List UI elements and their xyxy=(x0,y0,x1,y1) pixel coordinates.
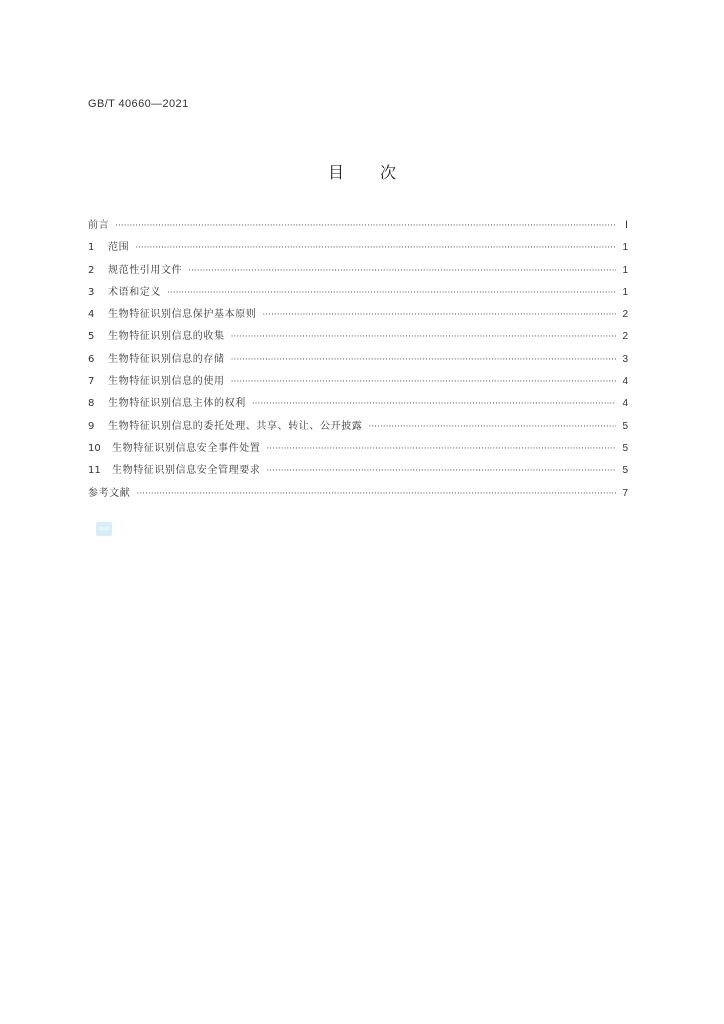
toc-entry-page: 1 xyxy=(622,286,628,298)
toc-entry-9[interactable] xyxy=(88,417,628,439)
toc-leader-dots xyxy=(266,444,616,454)
toc-leader-dots xyxy=(188,266,616,276)
toc-entry-label: 范围 xyxy=(108,242,130,254)
toc-entry-4[interactable] xyxy=(88,305,628,327)
toc-leader-dots xyxy=(266,466,616,476)
toc-leader-dots xyxy=(368,422,616,432)
toc-entry-references[interactable] xyxy=(88,484,628,506)
toc-entry-11[interactable] xyxy=(88,461,628,483)
toc-entry-number: 4 xyxy=(88,309,95,321)
toc-entry-number: 5 xyxy=(88,331,95,343)
toc-entry-page: 7 xyxy=(622,487,628,499)
toc-entry-page: 4 xyxy=(622,376,628,388)
standard-code: GB/T 40660—2021 xyxy=(88,98,189,110)
toc-entry-number: 1 xyxy=(88,242,95,254)
toc-leader-dots xyxy=(252,399,616,409)
toc-leader-dots xyxy=(231,377,616,387)
toc-entry-page: 1 xyxy=(622,264,628,276)
toc-entry-label: 生物特征识别信息安全管理要求 xyxy=(112,465,261,477)
toc-title-char-1: 目 xyxy=(327,163,344,182)
toc-entry-2[interactable] xyxy=(88,261,628,283)
toc-entry-number: 9 xyxy=(88,420,95,432)
toc-entry-number: 8 xyxy=(88,398,95,410)
toc-entry-label: 规范性引用文件 xyxy=(108,264,183,276)
toc-entry-label: 前言 xyxy=(88,220,110,231)
toc-entry-page: 2 xyxy=(622,309,628,321)
toc-entry-label: 生物特征识别信息的收集 xyxy=(108,331,225,343)
table-of-contents xyxy=(88,216,628,506)
toc-entry-3[interactable] xyxy=(88,283,628,305)
toc-entry-label: 术语和定义 xyxy=(108,286,161,298)
toc-leader-dots xyxy=(136,489,616,499)
toc-entry-label: 生物特征识别信息保护基本原则 xyxy=(108,309,257,321)
toc-entry-number: 3 xyxy=(88,286,95,298)
toc-entry-label: 生物特征识别信息的使用 xyxy=(108,376,225,388)
toc-entry-number: 10 xyxy=(88,442,101,454)
toc-entry-10[interactable] xyxy=(88,439,628,461)
toc-entry-page: 2 xyxy=(622,331,628,343)
toc-entry-label: 生物特征识别信息的委托处理、共享、转让、公开披露 xyxy=(108,420,363,432)
toc-entry-5[interactable] xyxy=(88,327,628,349)
toc-entry-number: 11 xyxy=(88,465,101,477)
toc-leader-dots xyxy=(262,310,616,320)
toc-leader-dots xyxy=(115,221,616,231)
toc-entry-label: 生物特征识别信息安全事件处置 xyxy=(112,442,261,454)
toc-leader-dots xyxy=(231,355,616,365)
toc-entry-page: 5 xyxy=(622,442,628,454)
toc-leader-dots xyxy=(231,332,616,342)
toc-entry-number: 7 xyxy=(88,376,95,388)
toc-title xyxy=(0,160,724,183)
toc-title-char-2: 次 xyxy=(380,163,397,182)
toc-entry-label: 参考文献 xyxy=(88,487,131,499)
toc-entry-number: 6 xyxy=(88,353,95,365)
toc-entry-label: 生物特征识别信息的存储 xyxy=(108,353,225,365)
toc-entry-page: 3 xyxy=(622,353,628,365)
toc-entry-6[interactable] xyxy=(88,350,628,372)
toc-entry-page: Ⅰ xyxy=(625,220,628,231)
toc-entry-page: 4 xyxy=(622,398,628,410)
toc-leader-dots xyxy=(135,243,616,253)
stamp-mark xyxy=(96,522,112,536)
toc-entry-foreword[interactable] xyxy=(88,216,628,238)
toc-leader-dots xyxy=(167,288,616,298)
toc-entry-page: 5 xyxy=(622,465,628,477)
toc-entry-label: 生物特征识别信息主体的权利 xyxy=(108,398,246,410)
toc-entry-page: 5 xyxy=(622,420,628,432)
toc-entry-page: 1 xyxy=(622,242,628,254)
toc-entry-number: 2 xyxy=(88,264,95,276)
toc-entry-7[interactable] xyxy=(88,372,628,394)
toc-entry-8[interactable] xyxy=(88,394,628,416)
toc-entry-1[interactable] xyxy=(88,238,628,260)
